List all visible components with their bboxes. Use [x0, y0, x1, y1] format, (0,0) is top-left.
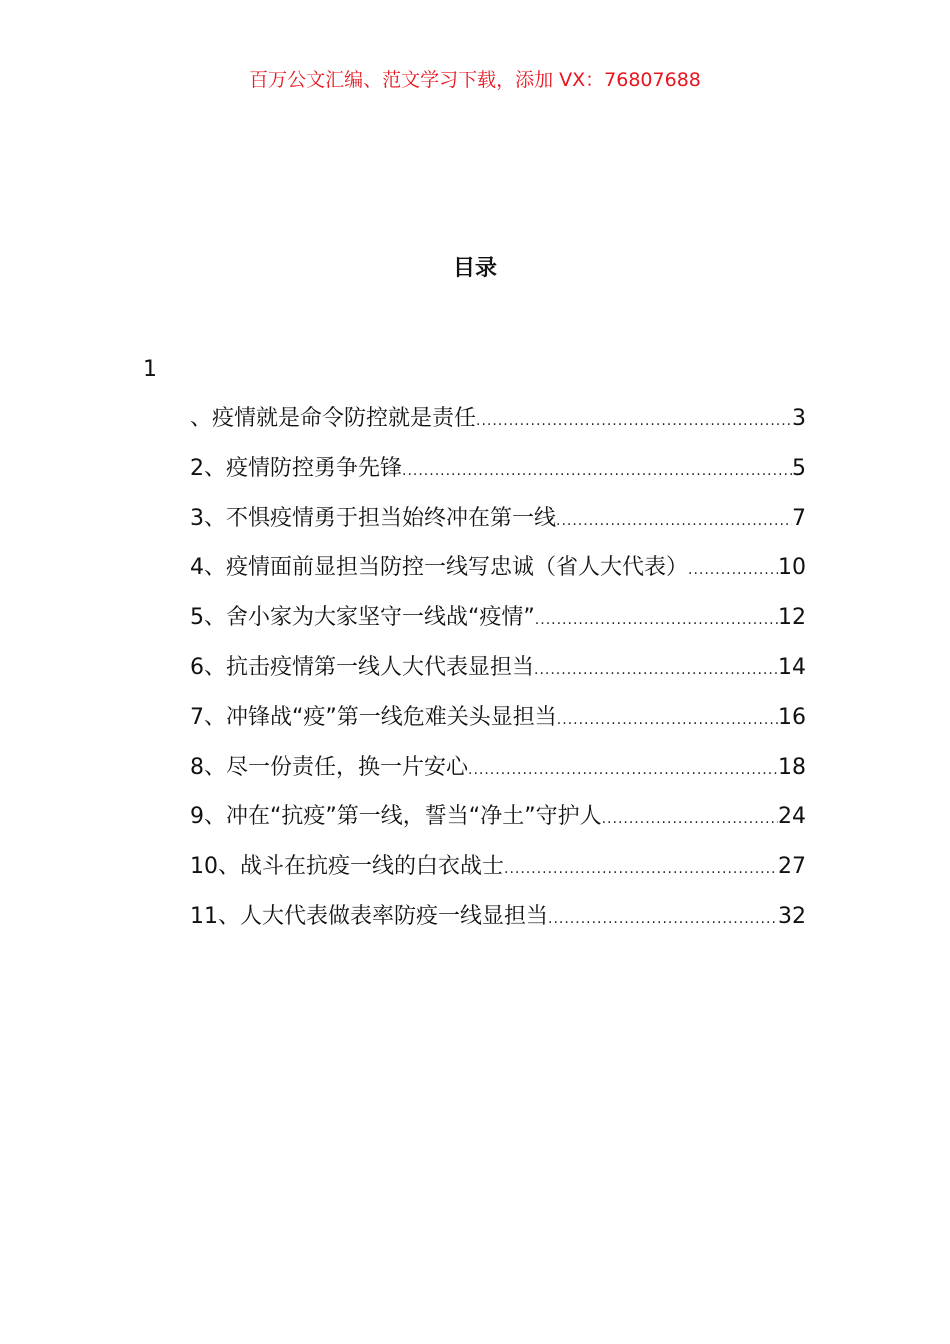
toc-page-number: 10 [778, 555, 806, 581]
toc-entry-label: 8、尽一份责任，换一片安心 [190, 754, 468, 780]
toc-page-number: 12 [778, 605, 806, 631]
toc-page-number: 32 [778, 903, 806, 929]
toc-entry[interactable] [190, 653, 806, 703]
table-of-contents [190, 404, 806, 952]
toc-dot-leader [535, 605, 778, 635]
toc-page-number: 7 [792, 505, 806, 531]
toc-entry-label: 10、战斗在抗疫一线的白衣战士 [190, 854, 504, 880]
toc-dot-leader [468, 755, 778, 785]
toc-entry-label: 2、疫情防控勇争先锋 [190, 455, 402, 481]
toc-entry-label: 9、冲在“抗疫”第一线，誓当“净土”守护人 [190, 804, 602, 830]
toc-page-number: 18 [778, 754, 806, 780]
section-number: 1 [143, 357, 157, 382]
toc-entry[interactable] [190, 802, 806, 852]
toc-page-number: 3 [792, 406, 806, 431]
header-banner: 百万公文汇编、范文学习下载，添加 VX：76807688 [249, 69, 701, 91]
toc-entry[interactable] [190, 553, 806, 603]
toc-dot-leader [688, 555, 778, 585]
toc-entry-label: 3、不惧疫情勇于担当始终冲在第一线 [190, 505, 556, 531]
toc-entry[interactable] [190, 753, 806, 803]
toc-page-number: 24 [778, 804, 806, 830]
toc-entry-label: 4、疫情面前显担当防控一线写忠诚（省人大代表） [190, 555, 688, 581]
toc-entry[interactable] [190, 504, 806, 554]
toc-page-number: 14 [778, 654, 806, 680]
toc-dot-leader [556, 506, 792, 536]
toc-entry[interactable] [190, 603, 806, 653]
toc-dot-leader [402, 456, 792, 486]
toc-entry[interactable] [190, 852, 806, 902]
toc-dot-leader [504, 854, 778, 884]
toc-entry-label: 6、抗击疫情第一线人大代表显担当 [190, 654, 534, 680]
toc-dot-leader [534, 655, 778, 685]
toc-dot-leader [557, 705, 778, 735]
toc-entry-label: 、疫情就是命令防控就是责任 [190, 406, 477, 431]
toc-entry-label: 11、人大代表做表率防疫一线显担当 [190, 903, 548, 929]
toc-entry-label: 7、冲锋战“疫”第一线危难关头显担当 [190, 704, 557, 730]
toc-entry[interactable] [190, 703, 806, 753]
toc-entry-label: 5、舍小家为大家坚守一线战“疫情” [190, 605, 535, 631]
toc-entry[interactable] [190, 454, 806, 504]
toc-dot-leader [476, 406, 792, 436]
toc-entry[interactable] [190, 404, 806, 454]
toc-dot-leader [602, 804, 778, 834]
page-title: 目录 [452, 256, 497, 281]
toc-entry[interactable] [190, 902, 806, 952]
toc-page-number: 27 [778, 854, 806, 880]
toc-dot-leader [548, 904, 778, 934]
toc-page-number: 16 [778, 704, 806, 730]
toc-page-number: 5 [792, 455, 806, 481]
